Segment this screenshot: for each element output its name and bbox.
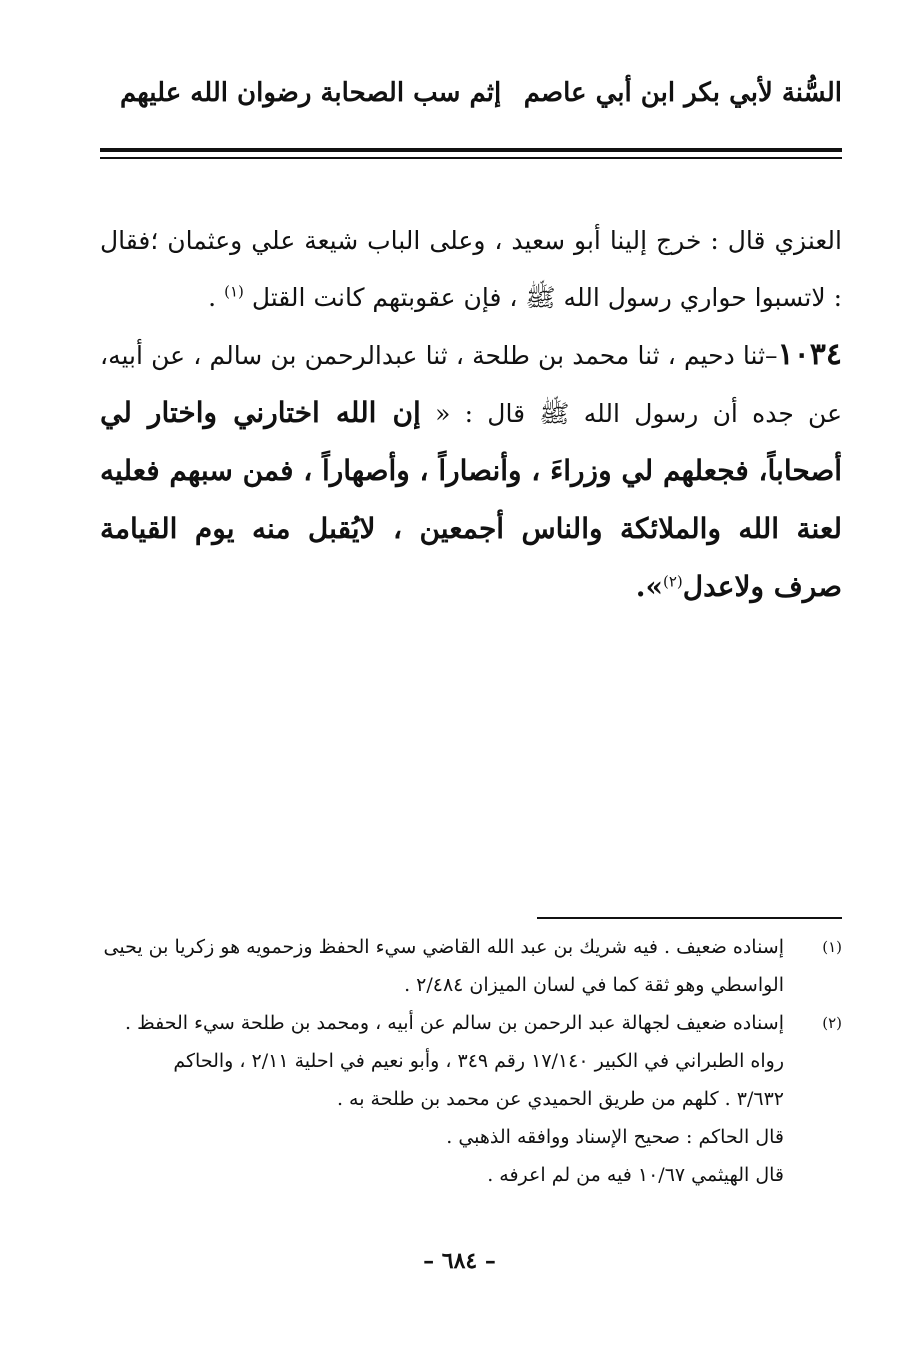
- hadith-isnad: –ثنا دحيم ، ثنا محمد بن طلحة ، ثنا عبدالرحمن بن سالم ، عن أبيه، عن جده أن رسول الله ﷺ قال : «: [100, 341, 842, 428]
- footnote-ref: (٢): [662, 572, 683, 591]
- running-header: [100, 78, 842, 126]
- header-rule-thin: [100, 157, 842, 159]
- footnote-ref: (١): [224, 282, 244, 301]
- hadith-paragraph: [100, 326, 842, 616]
- page-number: – ٦٨٤ –: [423, 1248, 496, 1274]
- paragraph-continuation: [100, 212, 842, 326]
- footnote-2: [100, 1004, 842, 1194]
- footnote-line: إسناده ضعيف . فيه شريك بن عبد الله القاضي سيء الحفظ وزحمويه هو زكريا بن يحيى: [103, 936, 784, 958]
- book-title: السُّنة لأبي بكر ابن أبي عاصم: [523, 78, 842, 108]
- footnote-line: الواسطي وهو ثقة كما في لسان الميزان ٢/٤٨٤ .: [404, 974, 784, 996]
- paragraph-line: لاتسبوا حواري رسول الله ﷺ ، فإن عقوبتهم كانت القتل: [251, 283, 826, 312]
- footnote-line: قال الحاكم : صحيح الإسناد ووافقه الذهبي .: [446, 1126, 784, 1148]
- paragraph-end: .: [208, 283, 225, 312]
- footnote-line: قال الهيثمي ١٠/٦٧ فيه من لم اعرفه .: [487, 1164, 784, 1186]
- footnote-separator: [537, 917, 842, 919]
- footnote-mark: (٢): [822, 1014, 842, 1032]
- hadith-end: ».: [635, 570, 663, 603]
- hadith-matn: إن الله اختارني واختار لي أصحاباً، فجعلهم لي وزراءَ ، وأنصاراً ، وأصهاراً ، فمن سبهم فعليه لعنة الله والملائكة والناس أجمعين ، لايُقبل منه يوم القيامة صرف ولاعدل: [100, 396, 842, 603]
- footnote-line: ٣/٦٣٢ . كلهم من طريق الحميدي عن محمد بن طلحة به .: [336, 1088, 784, 1110]
- footnotes: [100, 928, 842, 1194]
- main-text: [100, 212, 842, 616]
- paragraph-line: العنزي قال : خرج إلينا أبو سعيد ، وعلى الباب شيعة علي وعثمان ؛فقال :: [100, 226, 842, 312]
- footnote-mark: (١): [822, 938, 842, 956]
- footnote-line: رواه الطبراني في الكبير ١٧/١٤٠ رقم ٣٤٩ ، وأبو نعيم في احلية ٢/١١ ، والحاكم: [173, 1050, 784, 1072]
- footnote-line: إسناده ضعيف لجهالة عبد الرحمن بن سالم عن أبيه ، ومحمد بن طلحة سيء الحفظ .: [124, 1012, 784, 1034]
- chapter-title: إثم سب الصحابة رضوان الله عليهم: [120, 78, 502, 108]
- footnote-1: [100, 928, 842, 1004]
- header-rule-thick: [100, 148, 842, 152]
- hadith-number: ١٠٣٤: [777, 337, 842, 372]
